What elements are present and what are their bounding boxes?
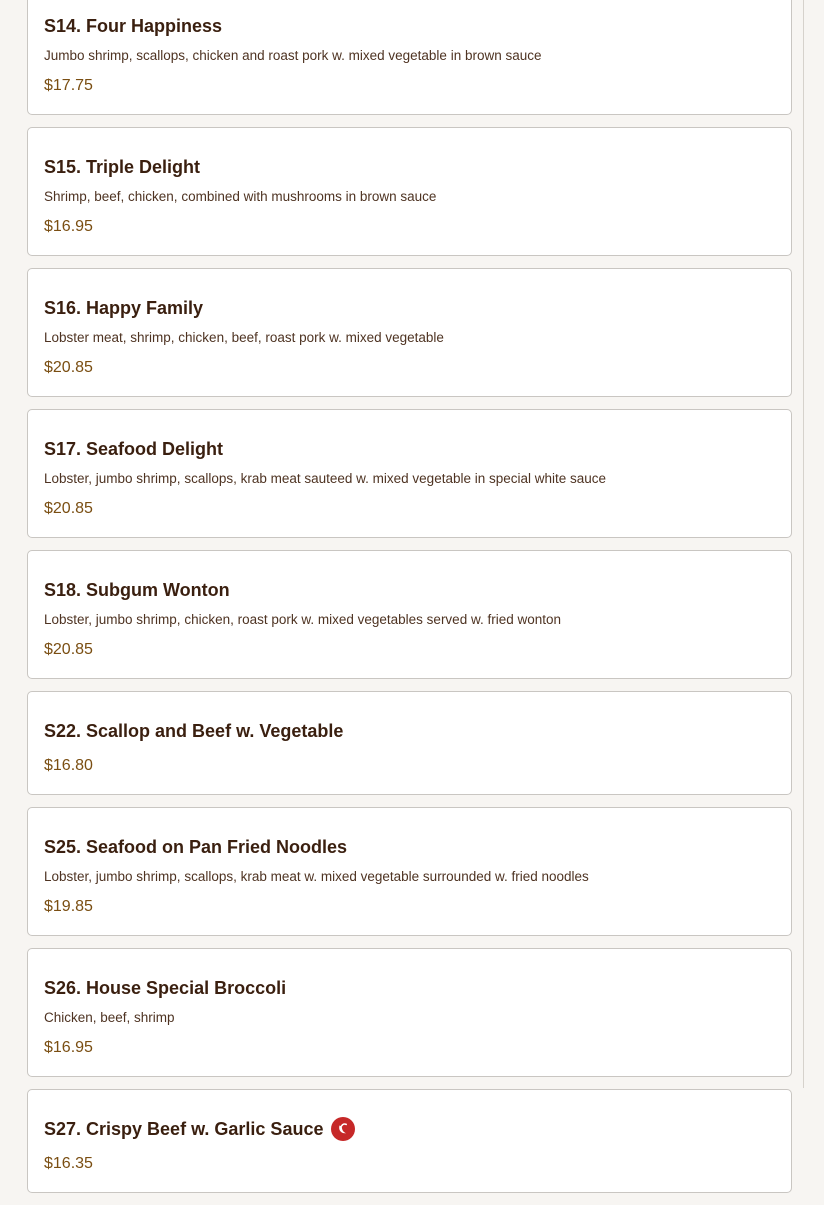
menu-item-card[interactable] [27, 268, 792, 397]
menu-item-description: Lobster, jumbo shrimp, scallops, krab meat sauteed w. mixed vegetable in special white sauce [44, 471, 607, 486]
menu-item-title: S18. Subgum Wonton [44, 579, 230, 600]
menu-item-list [27, 0, 792, 1205]
menu-item-title-row [44, 836, 775, 858]
menu-item-description: Lobster meat, shrimp, chicken, beef, roast pork w. mixed vegetable [44, 330, 444, 345]
menu-item-description: Lobster, jumbo shrimp, scallops, krab meat w. mixed vegetable surrounded w. fried noodles [44, 869, 589, 884]
menu-item-title-row [44, 297, 775, 319]
menu-item-price: $19.85 [44, 898, 93, 915]
menu-item-description: Lobster, jumbo shrimp, chicken, roast pork w. mixed vegetables served w. fried wonton [44, 612, 562, 627]
menu-item-title-row [44, 15, 775, 37]
menu-item-title-row [44, 977, 775, 999]
menu-item-card[interactable] [27, 550, 792, 679]
menu-item-title: S26. House Special Broccoli [44, 977, 287, 998]
menu-item-description: Chicken, beef, shrimp [44, 1010, 175, 1025]
menu-item-price: $16.35 [44, 1155, 93, 1172]
menu-item-price: $20.85 [44, 359, 93, 376]
menu-item-card[interactable] [27, 948, 792, 1077]
menu-item-title: S25. Seafood on Pan Fried Noodles [44, 836, 348, 857]
menu-item-card[interactable] [27, 1089, 792, 1193]
page-edge-divider [803, 0, 804, 1088]
menu-item-card[interactable] [27, 691, 792, 795]
menu-item-title-row [44, 1118, 775, 1140]
menu-item-card[interactable] [27, 0, 792, 115]
menu-item-price: $17.75 [44, 77, 93, 94]
menu-item-title: S22. Scallop and Beef w. Vegetable [44, 720, 344, 741]
menu-item-price: $20.85 [44, 500, 93, 517]
menu-item-card[interactable] [27, 807, 792, 936]
menu-item-title-row [44, 156, 775, 178]
menu-item-title-row [44, 438, 775, 460]
menu-item-card[interactable] [27, 409, 792, 538]
menu-item-description: Shrimp, beef, chicken, combined with mushrooms in brown sauce [44, 189, 437, 204]
menu-item-price: $16.95 [44, 218, 93, 235]
menu-item-title: S14. Four Happiness [44, 15, 223, 36]
menu-item-price: $16.95 [44, 1039, 93, 1056]
menu-item-title: S27. Crispy Beef w. Garlic Sauce [44, 1118, 324, 1139]
menu-item-price: $16.80 [44, 757, 93, 774]
menu-item-title-row [44, 579, 775, 601]
menu-item-description: Jumbo shrimp, scallops, chicken and roast pork w. mixed vegetable in brown sauce [44, 48, 542, 63]
menu-item-title: S16. Happy Family [44, 297, 204, 318]
menu-item-title: S17. Seafood Delight [44, 438, 224, 459]
menu-item-price: $20.85 [44, 641, 93, 658]
menu-item-card[interactable] [27, 127, 792, 256]
menu-item-title-row [44, 720, 775, 742]
chili-pepper-icon [331, 1117, 355, 1141]
menu-item-title: S15. Triple Delight [44, 156, 201, 177]
